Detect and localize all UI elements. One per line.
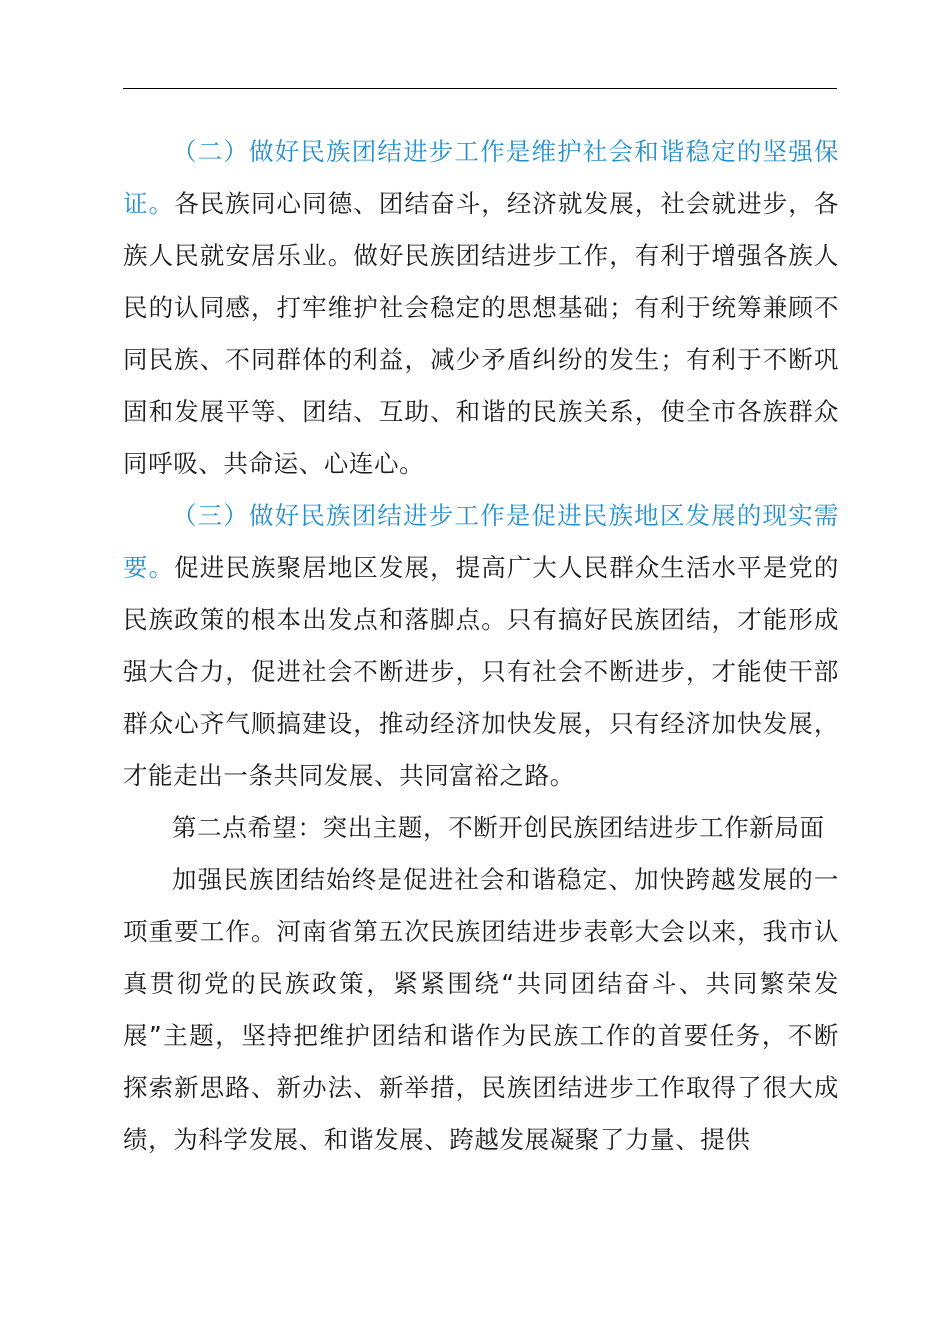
- section-heading-2: （二）做好民族团结进步工作是维护社会和谐稳定的坚强保证。: [123, 137, 839, 218]
- paragraph-2-harmony: [123, 126, 839, 490]
- paragraph-unity-work: [123, 854, 839, 1166]
- paragraph-text: 加强民族团结始终是促进社会和谐稳定、加快跨越发展的一项重要工作。河南省第五次民族团结进步表彰大会以来，我市认真贯彻党的民族政策，紧紧围绕“共同团结奋斗、共同繁荣发展”主题，坚持把维护团结和谐作为民族工作的首要任务，不断探索新思路、新办法、新举措，民族团结进步工作取得了很大成绩，为科学发展、和谐发展、跨越发展凝聚了力量、提供: [123, 865, 839, 1154]
- header-rule: [123, 88, 837, 89]
- paragraph-text: 第二点希望：突出主题，不断开创民族团结进步工作新局面: [172, 813, 825, 842]
- document-body: [123, 126, 839, 1166]
- paragraph-text: 各民族同心同德、团结奋斗，经济就发展，社会就进步，各族人民就安居乐业。做好民族团结进步工作，有利于增强各族人民的认同感，打牢维护社会稳定的思想基础；有利于统筹兼顾不同民族、不同群体的利益，减少矛盾纠纷的发生；有利于不断巩固和发展平等、团结、互助、和谐的民族关系，使全市各族群众同呼吸、共命运、心连心。: [123, 189, 839, 478]
- paragraph-second-hope: [123, 802, 839, 854]
- section-heading-3: （三）做好民族团结进步工作是促进民族地区发展的现实需要。: [123, 501, 839, 582]
- paragraph-text: 促进民族聚居地区发展，提高广大人民群众生活水平是党的民族政策的根本出发点和落脚点。只有搞好民族团结，才能形成强大合力，促进社会不断进步，只有社会不断进步，才能使干部群众心齐气顺搞建设，推动经济加快发展，只有经济加快发展，才能走出一条共同发展、共同富裕之路。: [123, 553, 839, 790]
- paragraph-3-development: [123, 490, 839, 802]
